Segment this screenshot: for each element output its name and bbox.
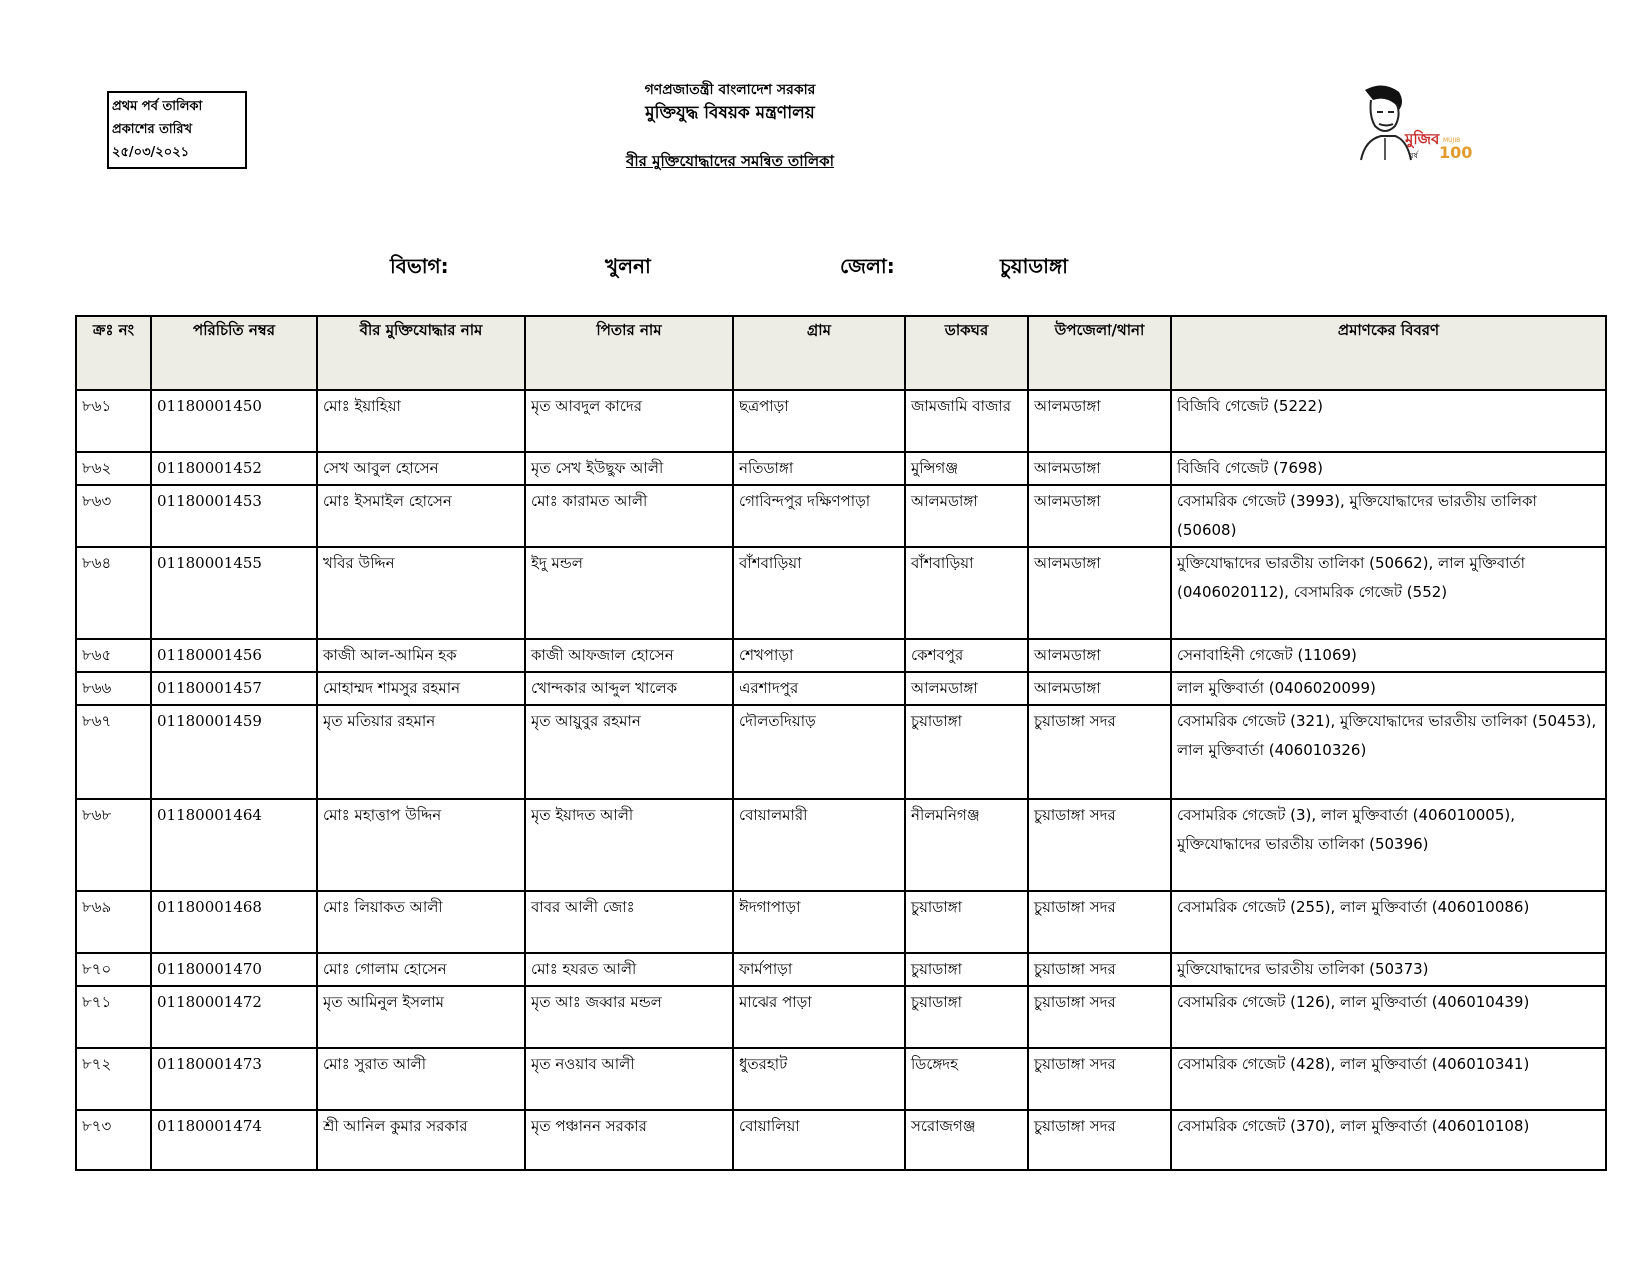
name-cell: মোঃ মহাত্তাপ উদ্দিন [317,799,525,891]
village-cell: ছত্রপাড়া [733,390,905,452]
village-cell: বোয়ালমারী [733,799,905,891]
post-office-cell: আলমডাঙ্গা [905,485,1028,547]
evidence-cell: বেসামরিক গেজেট (255), লাল মুক্তিবার্তা (406010086) [1171,891,1606,953]
evidence-cell: বেসামরিক গেজেট (126), লাল মুক্তিবার্তা (406010439) [1171,986,1606,1048]
evidence-cell: বেসামরিক গেজেট (3993), মুক্তিযোদ্ধাদের ভারতীয় তালিকা (50608) [1171,485,1606,547]
table-row [76,485,1606,547]
name-cell: মোঃ ইয়াহিয়া [317,390,525,452]
id-cell: 01180001470 [151,953,317,986]
father-cell: খোন্দকার আব্দুল খালেক [525,672,733,705]
village-cell: শেখপাড়া [733,639,905,672]
column-header: গ্রাম [733,316,905,390]
evidence-cell: লাল মুক্তিবার্তা (0406020099) [1171,672,1606,705]
table-row [76,1048,1606,1110]
father-cell: মৃত আঃ জব্বার মন্ডল [525,986,733,1048]
evidence-cell: বেসামরিক গেজেট (3), লাল মুক্তিবার্তা (406010005), মুক্তিযোদ্ধাদের ভারতীয় তালিকা (50396) [1171,799,1606,891]
village-cell: এরশাদপুর [733,672,905,705]
id-cell: 01180001473 [151,1048,317,1110]
column-header: পরিচিতি নম্বর [151,316,317,390]
name-cell: খবির উদ্দিন [317,547,525,639]
id-cell: 01180001472 [151,986,317,1048]
publication-box [107,91,247,169]
upazila-cell: আলমডাঙ্গা [1028,390,1171,452]
table-header-row [76,316,1606,390]
id-cell: 01180001450 [151,390,317,452]
logo-mark-small: MUJIB [1443,137,1461,144]
serial-cell: ৮৬৬ [76,672,151,705]
upazila-cell: আলমডাঙ্গা [1028,672,1171,705]
name-cell: মৃত আমিনুল ইসলাম [317,986,525,1048]
publication-date: ২৫/০৩/২০২১ [112,145,190,160]
table-row [76,891,1606,953]
serial-cell: ৮৬৩ [76,485,151,547]
post-office-cell: ডিঙ্গেদহ [905,1048,1028,1110]
table-row [76,672,1606,705]
serial-cell: ৮৭০ [76,953,151,986]
id-cell: 01180001452 [151,452,317,485]
column-header: পিতার নাম [525,316,733,390]
id-cell: 01180001474 [151,1110,317,1170]
table-row [76,452,1606,485]
serial-cell: ৮৬৪ [76,547,151,639]
name-cell: সেখ আবুল হোসেন [317,452,525,485]
post-office-cell: বাঁশবাড়িয়া [905,547,1028,639]
name-cell: শ্রী আনিল কুমার সরকার [317,1110,525,1170]
upazila-cell: চুয়াডাঙ্গা সদর [1028,1110,1171,1170]
upazila-cell: চুয়াডাঙ্গা সদর [1028,891,1171,953]
village-cell: বাঁশবাড়িয়া [733,547,905,639]
father-cell: মৃত পঞ্চানন সরকার [525,1110,733,1170]
mujib-borsho-logo [1355,82,1473,162]
father-cell: ইদু মন্ডল [525,547,733,639]
evidence-cell: বিজিবি গেজেট (5222) [1171,390,1606,452]
post-office-cell: জামজামি বাজার [905,390,1028,452]
post-office-cell: চুয়াডাঙ্গা [905,986,1028,1048]
village-cell: নতিডাঙ্গা [733,452,905,485]
logo-mark: 100 [1439,143,1473,162]
village-cell: মাঝের পাড়া [733,986,905,1048]
publication-date-label: প্রকাশের তারিখ [112,122,193,137]
table-row [76,639,1606,672]
evidence-cell: বেসামরিক গেজেট (321), মুক্তিযোদ্ধাদের ভারতীয় তালিকা (50453), লাল মুক্তিবার্তা (406010326) [1171,705,1606,799]
name-cell: মোঃ ইসমাইল হোসেন [317,485,525,547]
upazila-cell: চুয়াডাঙ্গা সদর [1028,953,1171,986]
father-cell: মৃত নওয়াব আলী [525,1048,733,1110]
upazila-cell: চুয়াডাঙ্গা সদর [1028,799,1171,891]
upazila-cell: আলমডাঙ্গা [1028,639,1171,672]
father-cell: মোঃ কারামত আলী [525,485,733,547]
serial-cell: ৮৬৮ [76,799,151,891]
serial-cell: ৮৬৭ [76,705,151,799]
name-cell: মোঃ গোলাম হোসেন [317,953,525,986]
table-row [76,705,1606,799]
column-header: ক্রঃ নং [76,316,151,390]
father-cell: মৃত আবদুল কাদের [525,390,733,452]
column-header: ডাকঘর [905,316,1028,390]
post-office-cell: চুয়াডাঙ্গা [905,953,1028,986]
division-label: বিভাগ: [390,254,449,278]
serial-cell: ৮৭৩ [76,1110,151,1170]
post-office-cell: কেশবপুর [905,639,1028,672]
publication-phase: প্রথম পর্ব তালিকা [112,99,203,114]
column-header: প্রমাণকের বিবরণ [1171,316,1606,390]
upazila-cell: চুয়াডাঙ্গা সদর [1028,986,1171,1048]
table-row [76,390,1606,452]
father-cell: মৃত সেখ ইউছুফ আলী [525,452,733,485]
father-cell: মৃত আয়ুবুর রহমান [525,705,733,799]
column-header: বীর মুক্তিযোদ্ধার নাম [317,316,525,390]
name-cell: মোহাম্মদ শামসুর রহমান [317,672,525,705]
district-label: জেলা: [840,254,895,278]
portrait-icon [1355,82,1473,162]
id-cell: 01180001453 [151,485,317,547]
id-cell: 01180001468 [151,891,317,953]
name-cell: কাজী আল-আমিন হক [317,639,525,672]
upazila-cell: আলমডাঙ্গা [1028,485,1171,547]
list-title: বীর মুক্তিযোদ্ধাদের সমন্বিত তালিকা [626,152,834,170]
father-cell: বাবর আলী জোঃ [525,891,733,953]
upazila-cell: আলমডাঙ্গা [1028,547,1171,639]
upazila-cell: চুয়াডাঙ্গা সদর [1028,705,1171,799]
id-cell: 01180001457 [151,672,317,705]
serial-cell: ৮৬৫ [76,639,151,672]
evidence-cell: মুক্তিযোদ্ধাদের ভারতীয় তালিকা (50662), লাল মুক্তিবার্তা (0406020112), বেসামরিক গেজেট (552) [1171,547,1606,639]
name-cell: মৃত মতিয়ার রহমান [317,705,525,799]
column-header: উপজেলা/থানা [1028,316,1171,390]
table-row [76,986,1606,1048]
table-row [76,799,1606,891]
evidence-cell: বেসামরিক গেজেট (370), লাল মুক্তিবার্তা (406010108) [1171,1110,1606,1170]
village-cell: ধুতরহাট [733,1048,905,1110]
village-cell: দৌলতদিয়াড় [733,705,905,799]
id-cell: 01180001459 [151,705,317,799]
serial-cell: ৮৭১ [76,986,151,1048]
document-header [500,80,960,175]
logo-word: মুজিব [1405,130,1440,148]
government-name: গণপ্রজাতন্ত্রী বাংলাদেশ সরকার [644,82,816,98]
id-cell: 01180001456 [151,639,317,672]
ministry-name: মুক্তিযুদ্ধ বিষয়ক মন্ত্রণালয় [645,103,815,123]
evidence-cell: বেসামরিক গেজেট (428), লাল মুক্তিবার্তা (406010341) [1171,1048,1606,1110]
table-row [76,1110,1606,1170]
freedom-fighters-table [75,315,1607,1171]
name-cell: মোঃ লিয়াকত আলী [317,891,525,953]
serial-cell: ৮৬২ [76,452,151,485]
father-cell: কাজী আফজাল হোসেন [525,639,733,672]
post-office-cell: মুন্সিগঞ্জ [905,452,1028,485]
post-office-cell: আলমডাঙ্গা [905,672,1028,705]
division-value: খুলনা [605,254,651,278]
district-value: চুয়াডাঙ্গা [1000,254,1068,278]
post-office-cell: সরোজগঞ্জ [905,1110,1028,1170]
table-row [76,953,1606,986]
id-cell: 01180001455 [151,547,317,639]
father-cell: মোঃ হযরত আলী [525,953,733,986]
name-cell: মোঃ সুরাত আলী [317,1048,525,1110]
father-cell: মৃত ইয়াদত আলী [525,799,733,891]
serial-cell: ৮৭২ [76,1048,151,1110]
upazila-cell: আলমডাঙ্গা [1028,452,1171,485]
evidence-cell: বিজিবি গেজেট (7698) [1171,452,1606,485]
evidence-cell: সেনাবাহিনী গেজেট (11069) [1171,639,1606,672]
post-office-cell: চুয়াডাঙ্গা [905,891,1028,953]
table-row [76,547,1606,639]
id-cell: 01180001464 [151,799,317,891]
upazila-cell: চুয়াডাঙ্গা সদর [1028,1048,1171,1110]
evidence-cell: মুক্তিযোদ্ধাদের ভারতীয় তালিকা (50373) [1171,953,1606,986]
logo-sub: বর্ষ [1409,151,1418,160]
village-cell: বোয়ালিয়া [733,1110,905,1170]
village-cell: ফার্মপাড়া [733,953,905,986]
serial-cell: ৮৬১ [76,390,151,452]
post-office-cell: চুয়াডাঙ্গা [905,705,1028,799]
village-cell: ঈদগাপাড়া [733,891,905,953]
post-office-cell: নীলমনিগঞ্জ [905,799,1028,891]
village-cell: গোবিন্দপুর দক্ষিণপাড়া [733,485,905,547]
serial-cell: ৮৬৯ [76,891,151,953]
